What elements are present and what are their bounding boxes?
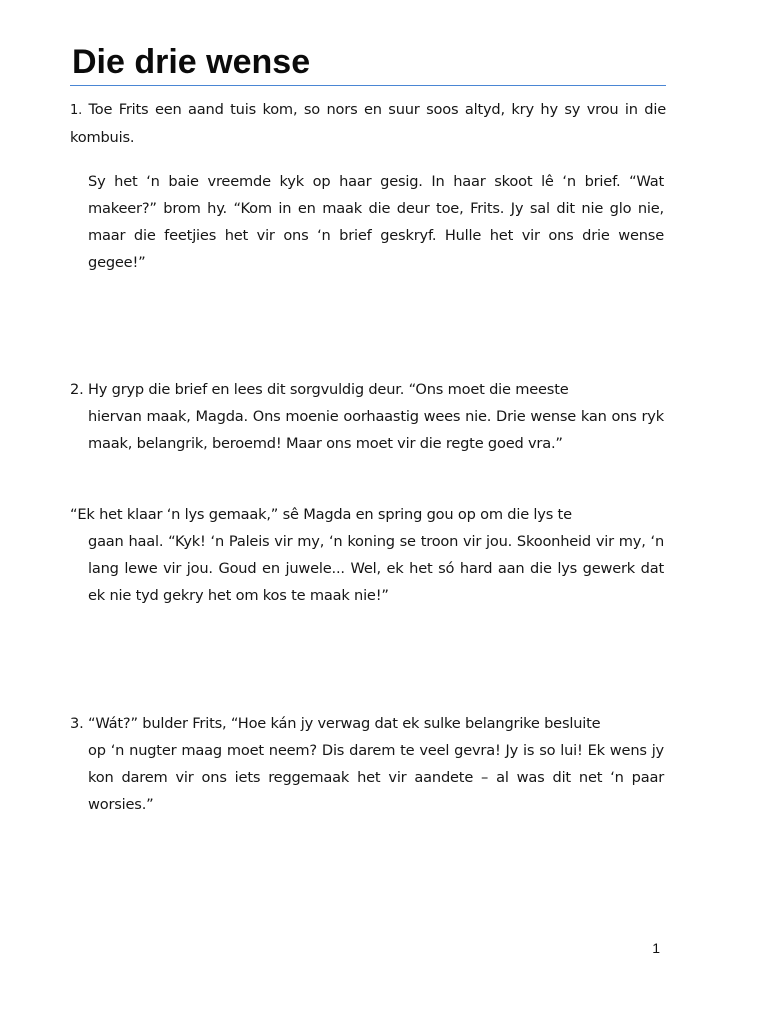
page-number: 1 <box>652 940 660 956</box>
paragraph-1-number: 1. <box>70 103 83 118</box>
paragraph-1b-text: Sy het ‘n baie vreemde kyk op haar gesig. In haar skoot lê ‘n brief. “Wat makeer?” brom hy. “Kom in en maak die deur toe, Frits. Jy sal dit nie glo nie, maar die feetjies het vir ons ‘n brief geskryf. Hulle het vir ons drie wense gegee!” <box>88 173 664 271</box>
paragraph-3-first-text: “Wát?” bulder Frits, “Hoe kán jy verwag dat ek sulke belangrike besluite <box>87 715 601 732</box>
paragraph-2 <box>70 376 664 457</box>
paragraph-2b-rest: gaan haal. “Kyk! ‘n Paleis vir my, ‘n koning se troon vir jou. Skoonheid vir my, ‘n lang lewe vir jou. Goud en juwele... Wel, ek het só hard aan die lys gewerk dat ek nie tyd gekry het om kos te maak nie!” <box>88 533 664 604</box>
paragraph-1b <box>88 168 664 276</box>
paragraph-2-rest: hiervan maak, Magda. Ons moenie oorhaastig wees nie. Drie wense kan ons ryk maak, belangrik, beroemd! Maar ons moet vir die regte goed vra.” <box>88 408 664 452</box>
paragraph-3 <box>70 710 664 818</box>
title-underline <box>70 85 666 86</box>
paragraph-3-rest: op ‘n nugter maag moet neem? Dis darem te veel gevra! Jy is so lui! Ek wens jy kon darem vir ons iets reggemaak het vir aandete – al was dit net ‘n paar worsies.” <box>88 742 664 813</box>
paragraph-2b <box>70 501 664 609</box>
document-title: Die drie wense <box>72 43 311 81</box>
paragraph-3-first-line <box>70 710 664 737</box>
paragraph-3-number: 3. <box>70 715 84 732</box>
paragraph-2b-first-line: “Ek het klaar ‘n lys gemaak,” sê Magda en spring gou op om die lys te <box>70 506 572 523</box>
paragraph-2-first-line <box>70 376 664 403</box>
paragraph-1-text: Toe Frits een aand tuis kom, so nors en suur soos altyd, kry hy sy vrou in die kombuis. <box>70 101 666 146</box>
paragraph-1 <box>70 96 666 151</box>
paragraph-2-number: 2. <box>70 381 84 398</box>
paragraph-2-first-text: Hy gryp die brief en lees dit sorgvuldig deur. “Ons moet die meeste <box>87 381 569 398</box>
